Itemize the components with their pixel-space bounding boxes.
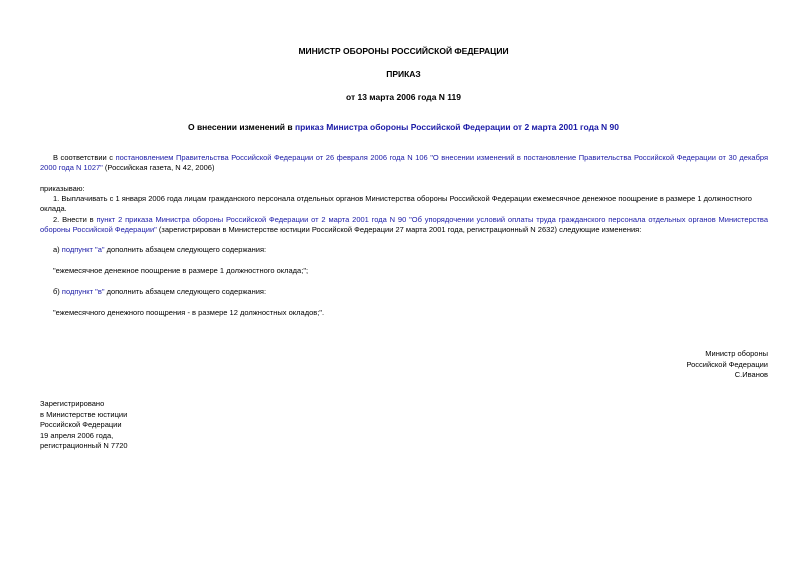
- document-type-heading: ПРИКАЗ: [386, 69, 421, 79]
- signature-position-country: Российской Федерации: [686, 359, 768, 369]
- signature-position: Министр обороны: [705, 349, 768, 358]
- government-resolution-link[interactable]: постановлением Правительства Российской Федерации от 26 февраля 2006 года N 106 "О внесении изменений в постановление Правительства Российской Федерации от 30 декабря 2000 года N 1027": [40, 153, 769, 172]
- basis-text-start: В соответствии с: [53, 153, 116, 162]
- quote-a-paragraph: "ежемесячное денежное поощрение в размере 1 должностного оклада;";: [53, 266, 309, 275]
- issuer-heading: МИНИСТР ОБОРОНЫ РОССИЙСКОЙ ФЕДЕРАЦИИ: [298, 46, 509, 56]
- title-amended-order-link[interactable]: приказ Министра обороны Российской Федерации от 2 марта 2001 года N 90: [294, 122, 620, 132]
- subitem-b-link[interactable]: подпункт "в": [61, 287, 105, 296]
- registration-line-2: в Министерстве юстиции: [40, 409, 128, 419]
- item-2-text-start: 2. Внести в: [53, 215, 97, 224]
- subitem-a-suffix: дополнить абзацем следующего содержания:: [104, 245, 267, 254]
- signature-block: [686, 349, 768, 381]
- registration-line-3: Российской Федерации: [40, 420, 122, 429]
- subitem-b-suffix: дополнить абзацем следующего содержания:: [104, 287, 267, 296]
- subitem-b-prefix: б): [53, 287, 62, 296]
- item-1-paragraph: 1. Выплачивать с 1 января 2006 года лицам гражданского персонала отдельных органов Министерства обороны Российской Федерации ежемесячное денежное поощрение в размере 1 должностного оклада.: [40, 194, 752, 213]
- subitem-a-link[interactable]: подпункт "а": [61, 245, 105, 254]
- document-title: [0, 123, 807, 133]
- subitem-a-prefix: а): [53, 245, 62, 254]
- basis-text-end: (Российская газета, N 42, 2006): [102, 162, 215, 172]
- registration-line-1: Зарегистрировано: [40, 399, 105, 408]
- registration-date: 19 апреля 2006 года,: [40, 430, 114, 440]
- item-2-order-link[interactable]: пункт 2 приказа Министра обороны Российской Федерации от 2 марта 2001 года N 90 "Об упорядочении условий оплаты труда гражданского персонала отдельных органов Министерства обороны Российской Федерации": [40, 215, 768, 234]
- order-word: приказываю:: [40, 184, 85, 193]
- subitem-a-paragraph: [40, 245, 768, 255]
- quote-b-paragraph: "ежемесячного денежного поощрения - в размере 12 должностных окладов;".: [53, 308, 325, 317]
- registration-number: регистрационный N 7720: [40, 441, 128, 450]
- item-2-text-end: (зарегистрирован в Министерстве юстиции Российской Федерации 27 марта 2001 года, регистрационный N 2632) следующие изменения:: [156, 224, 642, 234]
- date-number-heading: от 13 марта 2006 года N 119: [345, 92, 462, 102]
- basis-paragraph: [40, 153, 768, 172]
- registration-block: [40, 399, 128, 452]
- subitem-b-paragraph: [40, 287, 768, 297]
- item-2-paragraph: [40, 215, 768, 234]
- title-prefix: О внесении изменений в: [187, 122, 295, 132]
- signature-name: С.Иванов: [734, 370, 768, 379]
